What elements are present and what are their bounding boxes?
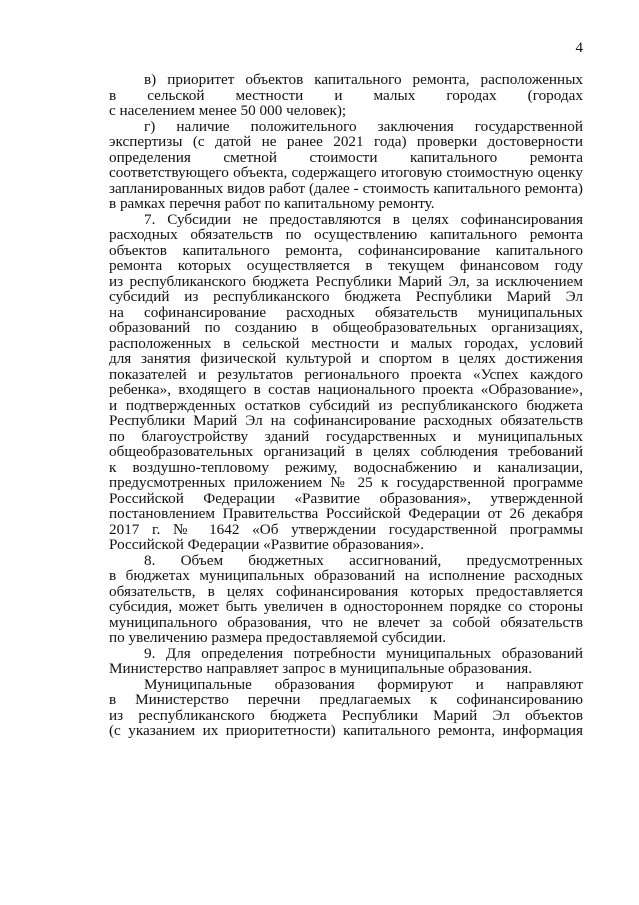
text-line: на софинансирование расходных обязательств муниципальных — [109, 304, 583, 320]
text-line: Муниципальные образования формируют и направляют — [144, 676, 583, 692]
text-line: расположенных в сельской местности и малых городах, условий — [109, 335, 583, 351]
text-line: Министерство направляет запрос в муниципальные образования. — [109, 661, 533, 677]
text-line: общеобразовательных организаций в целях соблюдения требований — [109, 444, 583, 460]
text-line: (с указанием их приоритетности) капитального ремонта, информация — [109, 723, 583, 739]
body-text — [109, 72, 583, 739]
text-line: с населением менее 50 000 человек); — [109, 103, 347, 119]
text-line: для занятия физической культурой и спортом в целях достижения — [109, 351, 583, 367]
text-line: экспертизы (с датой не ранее 2021 года) проверки достоверности — [109, 134, 583, 150]
text-line: образований по созданию в общеобразовательных организациях, — [109, 320, 583, 336]
text-line: предусмотренных приложением № 25 к государственной программе — [109, 475, 583, 491]
text-line: г) наличие положительного заключения государственной — [144, 118, 583, 134]
text-line: и подтвержденных остатков субсидий из республиканского бюджета — [109, 397, 583, 413]
text-line: ремонта которых осуществляется в текущем финансовом году — [109, 258, 583, 274]
text-line: в бюджетах муниципальных образований на исполнение расходных — [109, 568, 583, 584]
text-line: в рамках перечня работ по капитальному ремонту. — [109, 196, 435, 212]
text-line: определения сметной стоимости капитального ремонта — [109, 149, 583, 165]
text-line: 7. Субсидии не предоставляются в целях софинансирования — [144, 211, 583, 227]
page-number: 4 — [575, 40, 583, 56]
text-line: в Министерство перечни предлагаемых к софинансированию — [109, 692, 583, 708]
text-line: расходных обязательств по осуществлению капитального ремонта — [109, 227, 583, 243]
text-line: Республики Марий Эл на софинансирование расходных обязательств — [109, 413, 583, 429]
text-line: соответствующего объекта, содержащего итоговую стоимостную оценку — [109, 165, 583, 181]
text-line: по благоустройству зданий государственных и муниципальных — [109, 428, 583, 444]
text-line: 9. Для определения потребности муниципальных образований — [144, 645, 583, 661]
text-line: в сельской местности и малых городах (городах — [109, 87, 583, 103]
text-line: из республиканского бюджета Республики Марий Эл объектов — [109, 707, 583, 723]
text-line: по увеличению размера предоставляемой субсидии. — [109, 630, 447, 646]
text-line: запланированных видов работ (далее - стоимость капитального ремонта) — [109, 180, 583, 196]
text-line: 2017 г. № 1642 «Об утверждении государственной программы — [109, 521, 583, 537]
text-line: к воздушно-тепловому режиму, водоснабжению и канализации, — [109, 459, 583, 475]
text-line: обязательств, в целях софинансирования которых предоставляется — [109, 583, 583, 599]
text-line: показателей и результатов регионального проекта «Успех каждого — [109, 366, 583, 382]
text-line: 8. Объем бюджетных ассигнований, предусмотренных — [144, 552, 583, 568]
text-line: постановлением Правительства Российской Федерации от 26 декабря — [109, 506, 583, 522]
text-line: Российской Федерации «Развитие образования», утвержденной — [109, 490, 583, 506]
text-line: объектов капитального ремонта, софинансирование капитального — [109, 242, 583, 258]
text-line: субсидия, может быть увеличен в одностороннем порядке со стороны — [109, 599, 583, 615]
text-line: муниципального образования, что не влечет за собой обязательств — [109, 614, 583, 630]
text-line: Российской Федерации «Развитие образования». — [109, 537, 425, 553]
text-line: в) приоритет объектов капитального ремонта, расположенных — [144, 72, 583, 88]
text-line: субсидий из республиканского бюджета Республики Марий Эл — [109, 289, 583, 305]
text-line: ребенка», входящего в состав национального проекта «Образование», — [109, 382, 583, 398]
text-line: из республиканского бюджета Республики Марий Эл, за исключением — [109, 273, 583, 289]
